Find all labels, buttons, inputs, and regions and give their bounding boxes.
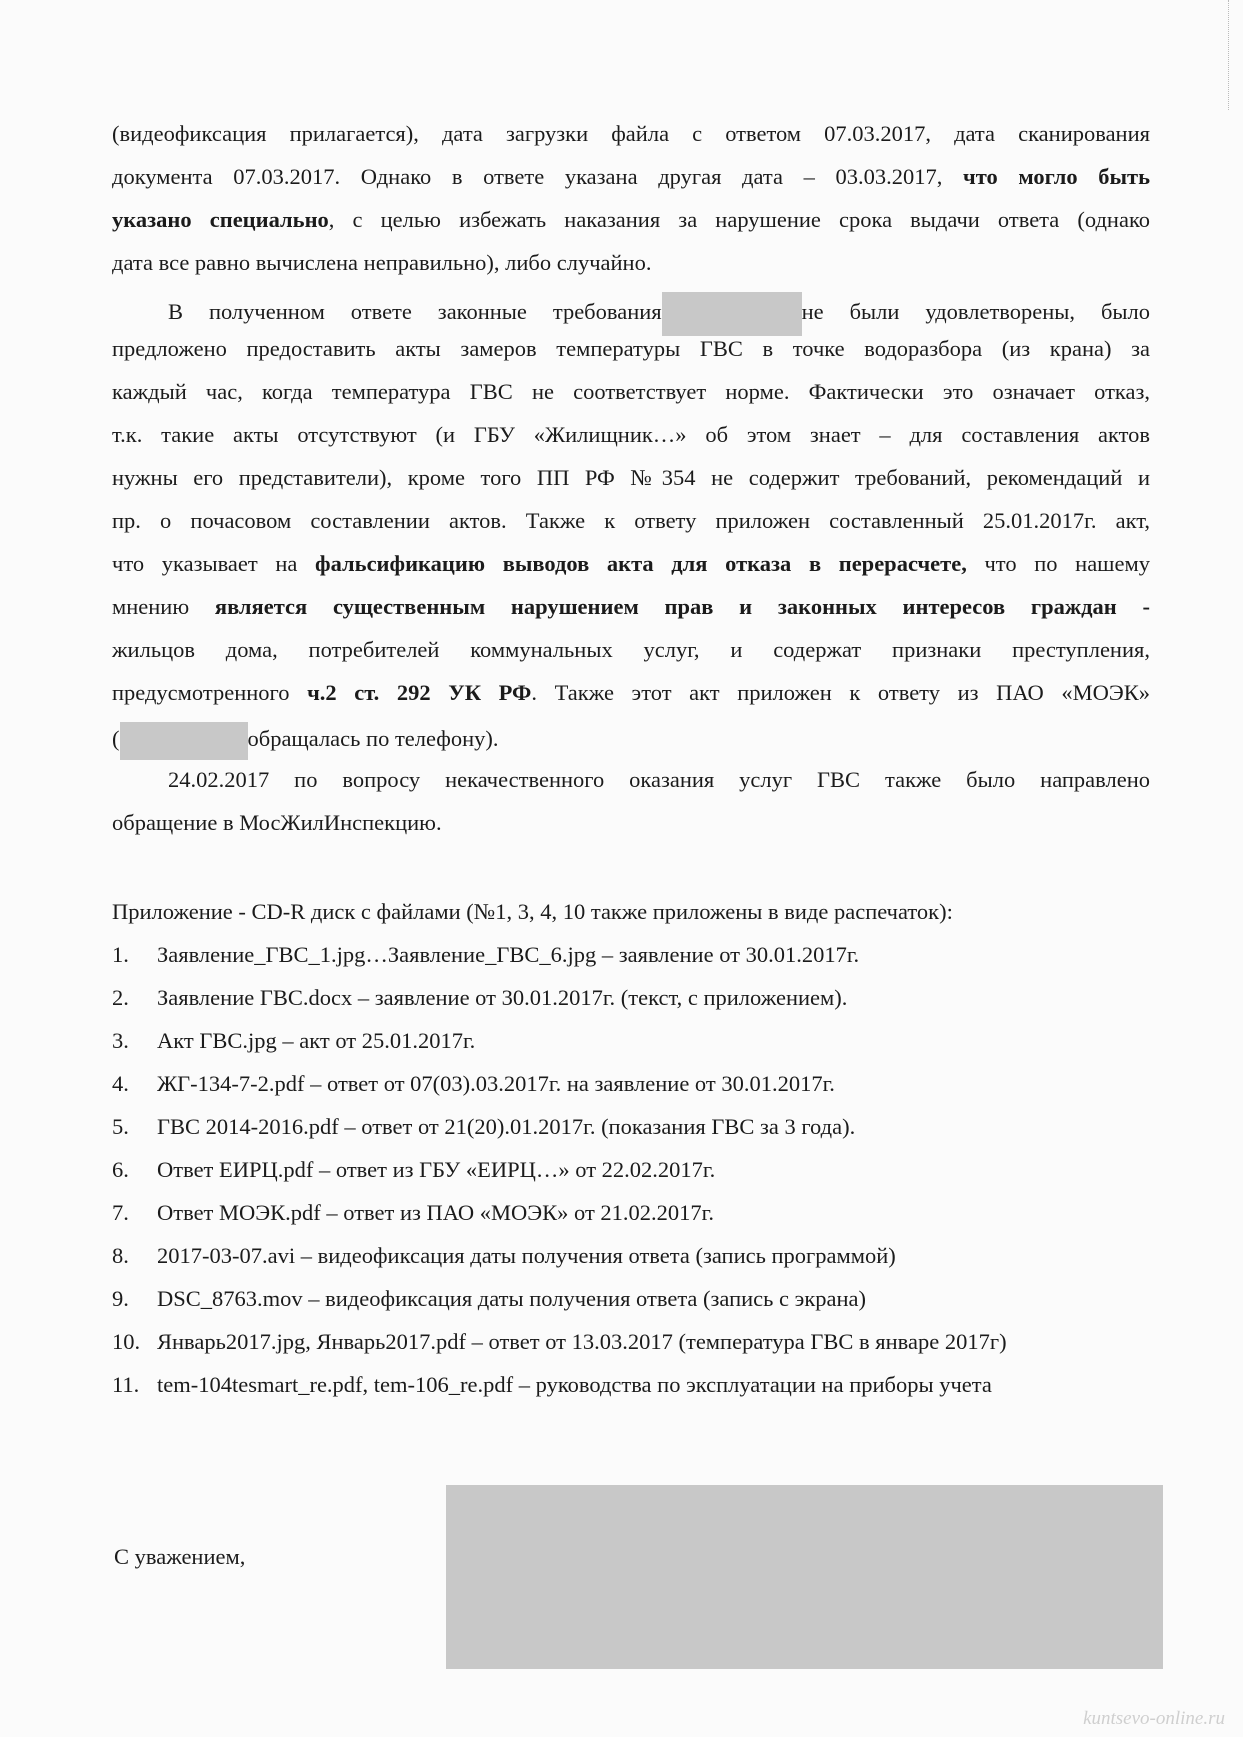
bold-text: является существенным нарушением прав и законных интересов граждан -	[214, 594, 1150, 619]
attachment-item	[112, 1285, 866, 1313]
attachments-heading	[112, 898, 1150, 926]
attachment-number: 8.	[112, 1243, 129, 1268]
paragraph2-line6	[112, 507, 1150, 535]
attachment-item	[112, 1328, 1007, 1356]
text: каждый час, когда температура ГВС не соответствует норме. Фактически это означает отказ,	[112, 379, 1150, 404]
paragraph2-line1	[168, 292, 1150, 336]
attachment-item	[112, 1242, 896, 1270]
attachment-number: 4.	[112, 1071, 129, 1096]
bold-text: что могло быть	[963, 164, 1150, 189]
text: 24.02.2017 по вопросу некачественного оказания услуг ГВС также было направлено	[168, 767, 1150, 792]
paragraph2-line5	[112, 464, 1150, 492]
attachment-text: ЖГ-134-7-2.pdf – ответ от 07(03).03.2017г. на заявление от 30.01.2017г.	[157, 1071, 835, 1096]
text: В полученном ответе законные требования	[168, 299, 662, 325]
text: дата все равно вычислена неправильно), либо случайно.	[112, 250, 652, 275]
paragraph2-line7	[112, 550, 1150, 578]
paragraph2-line4	[112, 421, 1150, 449]
attachment-item	[112, 1371, 992, 1399]
text: что по нашему	[966, 551, 1150, 576]
text: пр. о почасовом составлении актов. Также к ответу приложен составленный 25.01.2017г. акт,	[112, 508, 1150, 533]
text: Приложение - CD-R диск с файлами (№1, 3, 4, 10 также приложены в виде распечаток):	[112, 899, 953, 924]
paragraph1-line2	[112, 163, 1150, 191]
text: . Также этот акт приложен к ответу из ПАО «МОЭК»	[531, 680, 1150, 705]
text: предусмотренного	[112, 680, 308, 705]
attachment-item	[112, 1199, 714, 1227]
text: документа 07.03.2017. Однако в ответе указана другая дата – 03.03.2017,	[112, 164, 964, 189]
attachment-number: 1.	[112, 942, 129, 967]
attachment-item	[112, 941, 859, 969]
text: мнению	[112, 594, 215, 619]
attachment-item	[112, 1113, 855, 1141]
attachment-number: 10.	[112, 1329, 141, 1354]
redacted-block	[120, 722, 248, 760]
bold-text: указано специально	[112, 207, 329, 232]
paragraph2-line8	[112, 593, 1150, 621]
attachment-number: 9.	[112, 1286, 129, 1311]
text: обращалась по телефону).	[247, 726, 499, 752]
text: нужны его представители), кроме того ПП РФ №354 не содержит требований, рекомендаций и	[112, 465, 1150, 490]
paragraph2-line2	[112, 335, 1150, 363]
text: (видеофиксация прилагается), дата загрузки файла с ответом 07.03.2017, дата сканирования	[112, 121, 1150, 146]
paragraph1-line1	[112, 120, 1150, 148]
attachment-text: DSC_8763.mov – видеофиксация даты получения ответа (запись с экрана)	[157, 1286, 867, 1311]
attachment-text: Заявление_ГВС_1.jpg…Заявление_ГВС_6.jpg – заявление от 30.01.2017г.	[157, 942, 860, 967]
paragraph2-line9	[112, 636, 1150, 664]
attachment-number: 6.	[112, 1157, 129, 1182]
attachment-item	[112, 984, 847, 1012]
text: не были удовлетворены, было	[801, 299, 1150, 325]
attachment-number: 2.	[112, 985, 129, 1010]
paragraph3-line1	[168, 766, 1150, 794]
text: предложено предоставить акты замеров температуры ГВС в точке водоразбора (из крана) за	[112, 336, 1150, 361]
paragraph1-line4	[112, 249, 1150, 277]
paragraph3-line2	[112, 809, 1150, 837]
watermark: kuntsevo-online.ru	[1083, 1708, 1225, 1729]
text: обращение в МосЖилИнспекцию.	[112, 810, 442, 835]
attachment-text: Акт ГВС.jpg – акт от 25.01.2017г.	[157, 1028, 476, 1053]
text: (	[112, 726, 120, 752]
paragraph2-line11	[112, 722, 1150, 760]
text: что указывает на	[112, 551, 316, 576]
closing-phrase: С уважением,	[114, 1544, 246, 1569]
scan-edge-mark	[1228, 0, 1231, 110]
text: т.к. такие акты отсутствуют (и ГБУ «Жилищник…» об этом знает – для составления актов	[112, 422, 1150, 447]
paragraph2-line3	[112, 378, 1150, 406]
paragraph2-line10	[112, 679, 1150, 707]
paragraph1-line3	[112, 206, 1150, 234]
attachment-text: Заявление ГВС.docx – заявление от 30.01.2017г. (текст, с приложением).	[157, 985, 848, 1010]
attachment-text: ГВС 2014-2016.pdf – ответ от 21(20).01.2017г. (показания ГВС за 3 года).	[157, 1114, 856, 1139]
attachment-number: 3.	[112, 1028, 129, 1053]
attachment-text: Январь2017.jpg, Январь2017.pdf – ответ от 13.03.2017 (температура ГВС в январе 2017г)	[157, 1329, 1007, 1354]
attachment-text: Ответ ЕИРЦ.pdf – ответ из ГБУ «ЕИРЦ…» от 22.02.2017г.	[157, 1157, 716, 1182]
bold-text: ч.2 ст. 292 УК РФ	[307, 680, 532, 705]
attachment-text: Ответ МОЭК.pdf – ответ из ПАО «МОЭК» от 21.02.2017г.	[157, 1200, 714, 1225]
attachment-number: 11.	[112, 1372, 140, 1397]
text: , с целью избежать наказания за нарушение срока выдачи ответа (однако	[328, 207, 1150, 232]
redacted-signature-block	[446, 1485, 1163, 1669]
attachment-text: tem-104tesmart_re.pdf, tem-106_re.pdf – руководства по эксплуатации на приборы учета	[157, 1372, 992, 1397]
bold-text: фальсификацию выводов акта для отказа в перерасчете,	[315, 551, 967, 576]
redacted-block	[662, 292, 802, 336]
attachment-number: 7.	[112, 1200, 129, 1225]
attachment-item	[112, 1027, 475, 1055]
attachment-item	[112, 1156, 715, 1184]
text: жильцов дома, потребителей коммунальных услуг, и содержат признаки преступления,	[112, 637, 1150, 662]
attachment-number: 5.	[112, 1114, 129, 1139]
attachment-text: 2017-03-07.avi – видеофиксация даты получения ответа (запись программой)	[157, 1243, 896, 1268]
attachment-item	[112, 1070, 835, 1098]
